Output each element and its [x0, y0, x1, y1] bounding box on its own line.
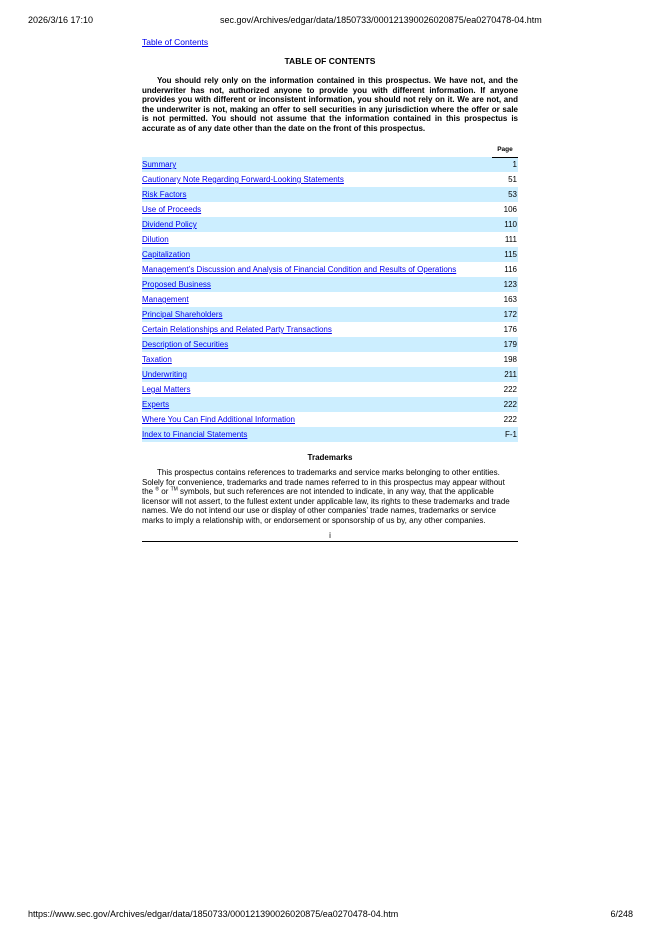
print-header	[0, 15, 662, 29]
toc-row	[142, 427, 518, 442]
toc-entry-link[interactable]: Management	[142, 295, 189, 304]
trademark-symbol: TM	[170, 486, 178, 493]
toc-header-spacer	[142, 145, 492, 157]
toc-page-number: 123	[492, 277, 518, 292]
toc-entry-link[interactable]: Summary	[142, 160, 177, 169]
trademarks-text-2: or	[159, 487, 171, 497]
toc-page-number: 198	[503, 355, 517, 364]
toc-page-number: 115	[492, 247, 518, 262]
toc-entry-link[interactable]: Capitalization	[142, 250, 191, 259]
toc-entry-cell	[142, 412, 492, 427]
toc-entry-cell	[142, 307, 492, 322]
toc-page-number: 106	[503, 205, 517, 214]
toc-entry-cell	[142, 427, 492, 442]
toc-entry-link[interactable]: Index to Financial Statements	[142, 430, 248, 439]
toc-page-number: 111	[504, 235, 517, 244]
toc-page-number: 179	[492, 337, 518, 352]
toc-row	[142, 322, 518, 337]
toc-page-number: 172	[492, 307, 518, 322]
trademarks-text-3: symbols, but such references are not intended to indicate, in any way, that the applicable licensor will not assert, to the fullest extent under applicable law, its rights to these trademarks and trade names. We do not intend our use or display of other companies’ trade names, trademarks or service marks to imply a relationship with, or endorsement or sponsorship of us by, any other companies.	[142, 487, 510, 525]
toc-entry-cell	[142, 172, 492, 187]
toc-entry-link[interactable]: Experts	[142, 400, 170, 409]
toc-row	[142, 262, 518, 277]
toc-entry-cell	[142, 187, 492, 202]
toc-entry-link[interactable]: Where You Can Find Additional Information	[142, 415, 295, 424]
toc-entry-cell	[142, 292, 492, 307]
toc-page-number: 176	[503, 325, 517, 334]
toc-entry-cell	[142, 352, 492, 367]
print-datetime: 2026/3/16 17:10	[28, 15, 94, 25]
toc-row	[142, 217, 518, 232]
toc-row	[142, 307, 518, 322]
toc-body	[142, 157, 518, 442]
toc-entry-link[interactable]: Dividend Policy	[142, 220, 197, 229]
toc-page-number: 211	[492, 367, 518, 382]
toc-row	[142, 412, 518, 427]
trademarks-text-1: This prospectus contains references to trademarks and service marks belonging to other entities. Solely for convenience, trademarks and trade names referred to in this prospectus may appear without the	[142, 468, 505, 497]
print-footer-url: https://www.sec.gov/Archives/edgar/data/1850733/000121390026020875/ea0270478-04.htm	[28, 909, 399, 919]
toc-entry-link[interactable]: Underwriting	[142, 370, 187, 379]
toc-row	[142, 397, 518, 412]
toc-row	[142, 202, 518, 217]
toc-entry-link[interactable]: Certain Relationships and Related Party Transactions	[142, 325, 332, 334]
toc-entry-link[interactable]: Risk Factors	[142, 190, 187, 199]
toc-entry-cell	[142, 367, 492, 382]
toc-page-number: 222	[503, 415, 517, 424]
toc-page-number: 116	[504, 265, 517, 274]
toc-row	[142, 157, 518, 172]
toc-page-number: 163	[503, 295, 517, 304]
print-header-url: sec.gov/Archives/edgar/data/1850733/000121390026020875/ea0270478-04.htm	[220, 15, 542, 25]
toc-page-number: 51	[508, 175, 517, 184]
print-footer	[0, 909, 662, 923]
toc-entry-cell	[142, 202, 492, 217]
toc-row	[142, 292, 518, 307]
toc-row	[142, 187, 518, 202]
toc-entry-link[interactable]: Principal Shareholders	[142, 310, 223, 319]
toc-page-number: 222	[503, 385, 517, 394]
toc-entry-cell	[142, 397, 492, 412]
toc-page-number: 110	[492, 217, 518, 232]
toc-entry-cell	[142, 322, 492, 337]
toc-row	[142, 382, 518, 397]
toc-entry-link[interactable]: Dilution	[142, 235, 169, 244]
toc-entry-link[interactable]: Taxation	[142, 355, 172, 364]
page-title: TABLE OF CONTENTS	[284, 56, 376, 66]
toc-entry-cell	[142, 382, 492, 397]
toc-row	[142, 352, 518, 367]
toc-row	[142, 367, 518, 382]
trademarks-heading: Trademarks	[307, 453, 353, 462]
toc-entry-cell	[142, 217, 492, 232]
registered-symbol: ®	[155, 486, 160, 493]
toc-entry-cell	[142, 337, 492, 352]
toc-page-number: 53	[492, 187, 518, 202]
table-of-contents-link[interactable]: Table of Contents	[142, 37, 209, 47]
toc-row	[142, 232, 518, 247]
toc-entry-link[interactable]: Management’s Discussion and Analysis of Financial Condition and Results of Operations	[142, 265, 457, 274]
toc-row	[142, 277, 518, 292]
intro-paragraph: You should rely only on the information contained in this prospectus. We have not, and the underwriter has not, authorized anyone to provide you with different information. If anyone provides you with different or inconsistent information, you should not rely on it. We are not, and the underwriter is not, making an offer to sell securities in any jurisdiction where the offer or sale is not permitted. You should not assume that the information contained in this prospectus is accurate as of any date other than the date on the front of this prospectus.	[142, 76, 518, 133]
page-bottom-rule	[142, 541, 518, 542]
toc-entry-link[interactable]: Use of Proceeds	[142, 205, 202, 214]
toc-entry-cell	[142, 232, 492, 247]
toc-page-number: 222	[492, 397, 518, 412]
toc-page-number: F-1	[492, 427, 518, 442]
toc-entry-cell	[142, 262, 492, 277]
toc-entry-cell	[142, 157, 492, 172]
toc-entry-link[interactable]: Proposed Business	[142, 280, 211, 289]
toc-page-number: 1	[492, 157, 518, 172]
print-page-count: 6/248	[610, 909, 633, 919]
toc-entry-link[interactable]: Cautionary Note Regarding Forward-Looking Statements	[142, 175, 344, 184]
toc-row	[142, 247, 518, 262]
page-column-header: Page	[492, 145, 518, 157]
toc-row	[142, 172, 518, 187]
toc-entry-link[interactable]: Description of Securities	[142, 340, 229, 349]
document-body	[142, 37, 518, 542]
trademarks-paragraph	[142, 468, 518, 526]
toc-header-row	[142, 145, 518, 157]
toc-entry-cell	[142, 277, 492, 292]
toc-entry-link[interactable]: Legal Matters	[142, 385, 191, 394]
toc-table	[142, 145, 518, 442]
toc-entry-cell	[142, 247, 492, 262]
toc-row	[142, 337, 518, 352]
page-number: i	[329, 530, 331, 540]
